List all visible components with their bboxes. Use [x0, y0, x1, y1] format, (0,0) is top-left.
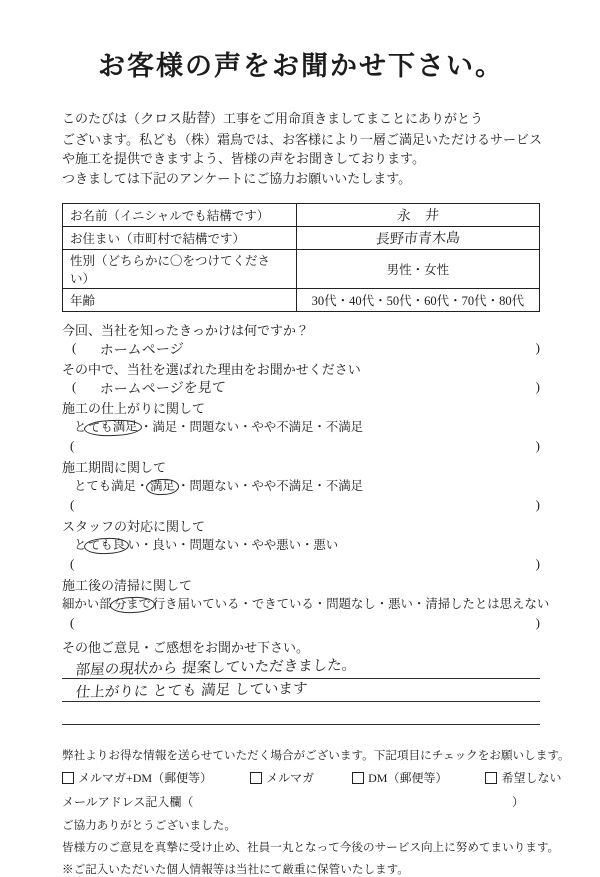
- handwritten-address: 長野市青木島: [375, 230, 461, 248]
- intro-line-4: つきましては下記のアンケートにご協力お願いいたします。: [62, 170, 412, 186]
- comment-line-3: [62, 702, 540, 725]
- comment-line-2: [62, 679, 540, 702]
- intro-line-3: や施工を提供できますよう、皆様の声をお聞きしております。: [62, 151, 425, 166]
- checkbox-mailmag-dm: [62, 769, 212, 786]
- optin-note: 弊社よりお得な情報を送らせていただく場合がございます。下記項目にチェックをお願いします。: [62, 749, 570, 763]
- checkbox-dm: [352, 769, 447, 786]
- email-entry-label: メールアドレス記入欄（: [62, 795, 194, 810]
- intro-line-1: [62, 109, 540, 130]
- respondent-info-table: [62, 203, 540, 312]
- paren-close: ): [535, 615, 540, 631]
- intro-paragraph: [62, 109, 540, 188]
- intro-line-2: ございます。私ども（株）霜鳥では、お客様により一層ご満足いただけるサービス: [62, 131, 542, 147]
- privacy-note: ※ご記入いただいた個人情報等は当社にて厳重に保管いたします。: [62, 863, 409, 877]
- question-finish-quality: [62, 400, 540, 454]
- name-value: [296, 204, 539, 227]
- intro-line1-post: ）工事をご用命頂きましてまことにありがとう: [210, 111, 484, 126]
- address-label: お住まい（市町村で結構です）: [63, 227, 297, 250]
- handwritten-comment-1: 部屋の現状から 提案していただきました。: [74, 657, 357, 679]
- construction-period-options: [62, 478, 540, 495]
- comment-line-1: [62, 656, 540, 679]
- email-entry-close-paren: ）: [511, 795, 524, 810]
- question-construction-period: [62, 459, 540, 513]
- options-pre: 細かい部: [62, 597, 112, 612]
- handwritten-work-type: クロス貼替: [139, 110, 211, 128]
- paren-open: (: [70, 497, 75, 513]
- closing-statement: 皆様方のご意見を真摯に受け止め、社員一丸となって今後のサービス向上に努めてまいります。: [62, 841, 560, 855]
- checkbox-label: メルマガ: [266, 771, 315, 786]
- table-row-address: [63, 227, 540, 250]
- question-staff-response-prompt: スタッフの対応に関して: [62, 519, 206, 535]
- table-row-gender: [63, 250, 540, 289]
- question-construction-period-prompt: 施工期間に関して: [62, 460, 167, 476]
- optin-checkbox-row: [62, 769, 562, 786]
- footer-section: [62, 747, 570, 877]
- free-comments-section: [62, 639, 540, 725]
- options-post: 行き届いている・できている・問題なし・悪い・清掃したとは思えない: [152, 597, 550, 612]
- options-post: ・満足・問題ない・やや不満足・不満足: [139, 420, 363, 434]
- paren-open: (: [72, 379, 77, 394]
- gender-options: 男性・女性: [296, 250, 539, 289]
- checkbox-label: 希望しない: [501, 771, 562, 786]
- options-pre: と: [74, 538, 87, 553]
- options-post: ・問題ない・やや不満足・不満足: [177, 479, 363, 494]
- circled-selection-staff: ても良: [84, 537, 130, 555]
- staff-response-comment-line: [62, 556, 540, 572]
- email-entry-line: [62, 793, 524, 810]
- options-post: い・良い・問題ない・やや悪い・悪い: [127, 538, 339, 553]
- checkbox-label: メルマガ+DM（郵便等）: [78, 771, 213, 786]
- paren-open: (: [70, 438, 75, 454]
- paren-open: (: [70, 556, 75, 572]
- checkbox-icon: [352, 772, 364, 784]
- question-cleanup: [62, 577, 550, 631]
- circled-selection-period: 満足: [146, 478, 179, 495]
- question-finish-quality-prompt: 施工の仕上がりに関して: [62, 401, 206, 416]
- finish-quality-options: [62, 419, 540, 436]
- free-comments-prompt: その他ご意見・ご感想をお聞かせ下さい。: [62, 640, 310, 656]
- checkbox-no-thanks: [485, 769, 561, 786]
- question-how-found-answer-line: [62, 339, 540, 359]
- checkbox-mailmag: [250, 769, 314, 786]
- name-label: お名前（イニシャルでも結構です）: [63, 204, 297, 227]
- question-cleanup-prompt: 施工後の清掃に関して: [62, 578, 193, 594]
- question-staff-response: [62, 518, 540, 572]
- construction-period-comment-line: [62, 497, 540, 513]
- checkbox-icon: [250, 772, 262, 784]
- circled-selection-finish: ても満足: [84, 419, 142, 437]
- age-label: 年齢: [63, 289, 297, 312]
- options-pre: と: [74, 420, 87, 434]
- handwritten-name: 永 井: [396, 207, 440, 225]
- paren-open: (: [70, 615, 75, 631]
- address-value: [296, 227, 539, 250]
- paren-open: (: [72, 340, 77, 355]
- staff-response-options: [62, 537, 540, 554]
- handwritten-answer-how-found: ホームページ: [99, 341, 185, 359]
- handwritten-answer-why-chosen: ホームページを見て: [99, 379, 227, 398]
- paren-close: ): [535, 340, 540, 355]
- question-why-chosen: [62, 361, 540, 398]
- finish-quality-comment-line: [62, 438, 540, 454]
- options-pre: とても満足・: [74, 479, 149, 494]
- question-why-chosen-prompt: その中で、当社を選ばれた理由をお聞かせください: [62, 362, 361, 377]
- checkbox-icon: [62, 772, 74, 784]
- question-why-chosen-answer-line: [62, 378, 540, 398]
- table-row-age: [63, 289, 540, 312]
- intro-line1-pre: このたびは（: [62, 111, 141, 126]
- question-how-found-prompt: 今回、当社を知ったきっかけは何ですか？: [62, 323, 310, 338]
- cleanup-comment-line: [62, 615, 540, 631]
- handwritten-comment-2: 仕上がりに とても 満足 しています: [74, 681, 309, 702]
- paren-close: ): [535, 379, 540, 394]
- checkbox-label: DM（郵便等）: [368, 771, 448, 786]
- thanks-text: ご協力ありがとうございました。: [62, 819, 236, 833]
- paren-close: ): [535, 556, 540, 572]
- question-how-found: [62, 322, 540, 359]
- circled-selection-cleanup: 分まで: [109, 596, 155, 614]
- table-row-name: [63, 204, 540, 227]
- paren-close: ): [535, 438, 540, 454]
- cleanup-options: [62, 596, 550, 613]
- gender-label: 性別（どちらかに〇をつけてください）: [63, 250, 297, 289]
- checkbox-icon: [485, 772, 497, 784]
- page-title: お客様の声をお聞かせ下さい。: [98, 51, 504, 81]
- age-options: 30代・40代・50代・60代・70代・80代: [296, 289, 539, 312]
- paren-close: ): [535, 497, 540, 513]
